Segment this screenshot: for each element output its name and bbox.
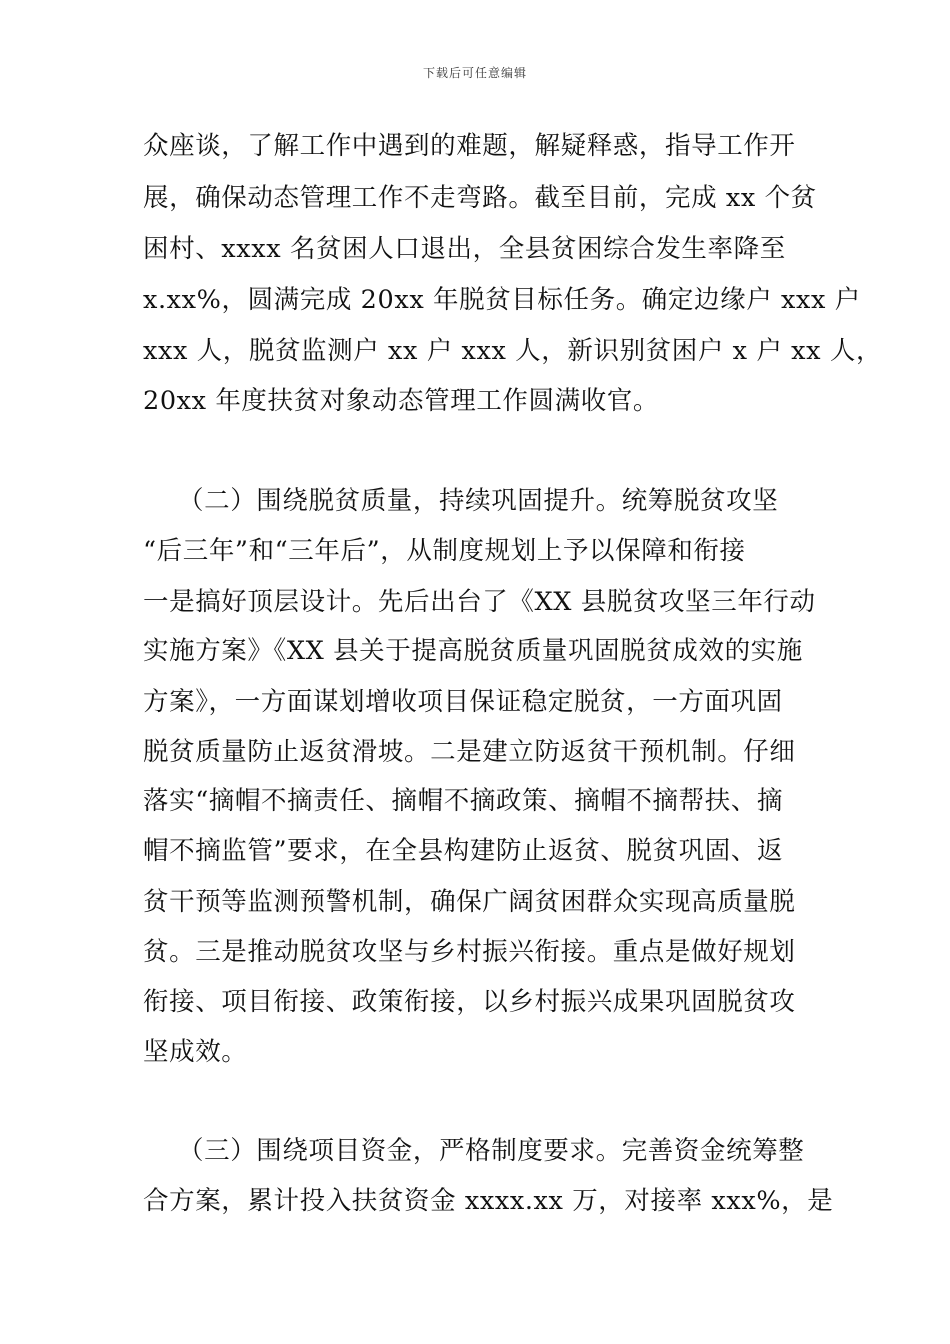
text-line: 落实“摘帽不摘责任、摘帽不摘政策、摘帽不摘帮扶、摘 [143,786,784,816]
text-line: 贫干预等监测预警机制，确保广阔贫困群众实现高质量脱 [143,887,796,917]
text-line: 20xx 年度扶贫对象动态管理工作圆满收官。 [143,386,660,416]
text-line: 展，确保动态管理工作不走弯路。截至目前，完成 xx 个贫 [143,183,817,213]
section-heading-line: （三）围绕项目资金，严格制度要求。完善资金统筹整 [178,1136,805,1166]
text-line: 衔接、项目衔接、政策衔接，以乡村振兴成果巩固脱贫攻 [143,987,796,1017]
text-line: x.xx%，圆满完成 20xx 年脱贫目标任务。确定边缘户 xxx 户 [143,285,861,315]
text-line: 帽不摘监管”要求，在全县构建防止返贫、脱贫巩固、返 [143,836,784,866]
section-heading-line: （二）围绕脱贫质量，持续巩固提升。统筹脱贫攻坚 [178,486,779,516]
text-line: xxx 人，脱贫监测户 xx 户 xxx 人，新识别贫困户 x 户 xx 人， [143,336,883,366]
text-line: 众座谈，了解工作中遇到的难题，解疑释惑，指导工作开 [143,131,796,161]
text-line: 合方案，累计投入扶贫资金 xxxx.xx 万，对接率 xxx%，是 [143,1186,834,1216]
text-line: 贫。三是推动脱贫攻坚与乡村振兴衔接。重点是做好规划 [143,937,796,967]
text-line: 坚成效。 [143,1037,248,1067]
page-header: 下载后可任意编辑 [422,66,527,80]
text-line: 一是搞好顶层设计。先后出台了《XX 县脱贫攻坚三年行动 [143,587,816,617]
text-line: 困村、xxxx 名贫困人口退出，全县贫困综合发生率降至 [143,234,786,264]
text-line: 方案》，一方面谋划增收项目保证稳定脱贫，一方面巩固 [143,687,783,717]
text-line: 脱贫质量防止返贫滑坡。二是建立防返贫干预机制。仔细 [143,737,796,767]
text-line: “后三年”和“三年后”，从制度规划上予以保障和衔接 [143,536,746,566]
text-line: 实施方案》《XX 县关于提高脱贫质量巩固脱贫成效的实施 [143,636,803,666]
